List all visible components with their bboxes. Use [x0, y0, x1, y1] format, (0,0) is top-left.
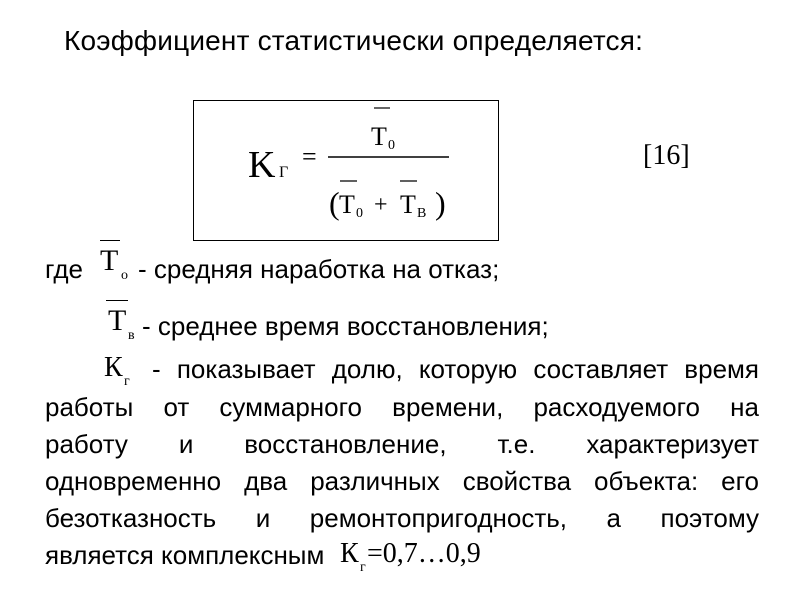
lhs-symbol: K [248, 144, 276, 186]
kg-subscript: г [124, 374, 130, 389]
tb-overbar [106, 300, 128, 301]
paragraph-line-6-text: является комплексным [45, 540, 325, 570]
where-label: где [45, 254, 83, 284]
kg-symbol: К [104, 352, 123, 383]
equals-sign: = [302, 142, 317, 171]
denominator-t0-subscript: 0 [356, 206, 363, 221]
plus-sign: + [374, 192, 388, 218]
denominator-open-paren: ( [329, 185, 340, 221]
t0-subscript: о [121, 268, 128, 283]
numerator-subscript: 0 [388, 138, 395, 153]
paragraph-line-5: безотказность и ремонтопригодность, а поэтому [45, 503, 759, 533]
paragraph-line-3: работу и восстановление, т.е. характеризует [45, 429, 759, 459]
lhs-subscript: Г [279, 164, 289, 181]
tb-subscript: в [128, 328, 135, 343]
availability-formula [194, 101, 500, 242]
tb-symbol: T [108, 304, 127, 337]
paragraph-line-2: работы от суммарного времени, расходуемого на [45, 392, 759, 422]
denominator-tb-subscript: В [417, 206, 427, 221]
paragraph-line-1: - показывает долю, которую составляет время [152, 354, 759, 384]
t0-overbar [100, 240, 120, 241]
equation-number: [16] [643, 140, 690, 171]
tb-definition: - среднее время восстановления; [142, 311, 549, 341]
line6-value: =0,7…0,9 [367, 538, 481, 569]
section-heading: Коэффициент статистически определяется: [64, 25, 644, 56]
t0-symbol: T [100, 244, 119, 277]
line6-kg-symbol: К [340, 538, 359, 569]
t0-definition: - средняя наработка на отказ; [138, 254, 500, 284]
numerator-symbol: T [371, 122, 387, 151]
formula-box [193, 100, 499, 241]
denominator-tb-symbol: T [400, 190, 416, 219]
denominator-t0-symbol: T [339, 190, 355, 219]
denominator-close-paren: ) [435, 185, 446, 221]
line6-kg-subscript: г [360, 560, 366, 575]
paragraph-line-4: одновременно два различных свойства объекта: его [45, 466, 759, 496]
